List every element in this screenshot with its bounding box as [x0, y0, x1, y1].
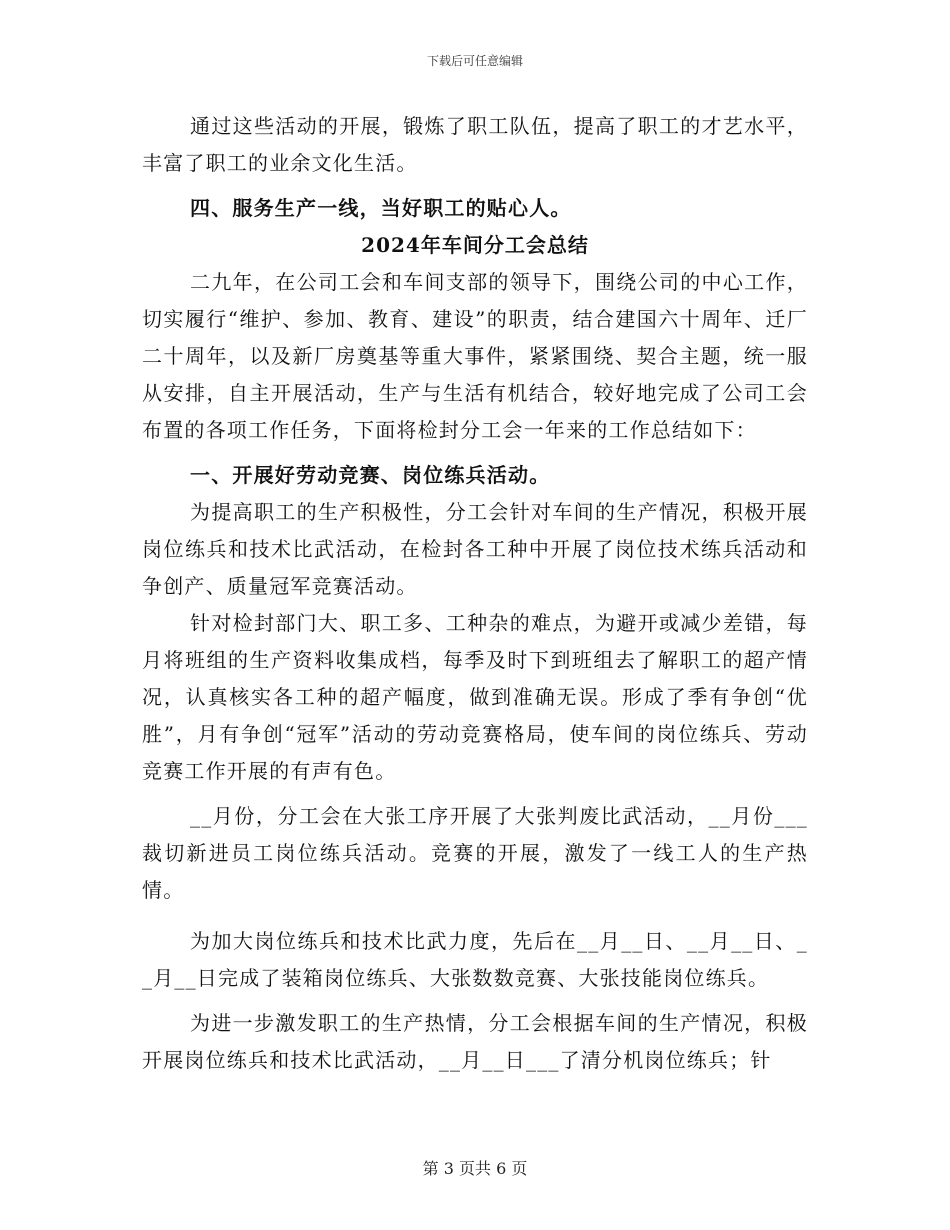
- paragraph-competition-overview: 为提高职工的生产积极性，分工会针对车间的生产情况，积极开展岗位练兵和技术比武活动，在检封各工种中开展了岗位技术练兵活动和争创产、质量冠军竞赛活动。: [142, 500, 808, 598]
- section-heading-competition: 一、开展好劳动竞赛、岗位练兵活动。: [190, 463, 551, 487]
- document-body: [142, 108, 808, 1079]
- paragraph-further-activities: 为进一步激发职工的生产热情，分工会根据车间的生产情况，积极开展岗位练兵和技术比武活动，__月__日___了清分机岗位练兵；针: [142, 1011, 808, 1072]
- paragraph-difficulty: 针对检封部门大、职工多、工种杂的难点，为避开或减少差错，每月将班组的生产资料收集成档，每季及时下到班组去了解职工的超产情况，认真核实各工种的超产幅度，做到准确无误。形成了季有争创“优胜”，月有争创“冠军”活动的劳动竞赛格局，使车间的岗位练兵、劳动竞赛工作开展的有声有色。: [142, 611, 808, 783]
- document-title: 2024年车间分工会总结: [361, 233, 589, 257]
- section-heading-service: 四、服务生产一线，当好职工的贴心人。: [190, 196, 572, 220]
- page-footer: 第 3 页共 6 页: [422, 1159, 528, 1178]
- paragraph-intro: 二九年，在公司工会和车间支部的领导下，围绕公司的中心工作，切实履行“维护、参加、教育、建设”的职责，结合建国六十周年、迁厂二十周年，以及新厂房奠基等重大事件，紧紧围绕、契合主题，统一服从安排，自主开展活动，生产与生活有机结合，较好地完成了公司工会布置的各项工作任务，下面将检封分工会一年来的工作总结如下：: [142, 270, 808, 442]
- paragraph-training-dates: 为加大岗位练兵和技术比武力度，先后在__月__日、__月__日、__月__日完成了装箱岗位练兵、大张数数竞赛、大张技能岗位练兵。: [142, 929, 808, 990]
- paragraph-activities-result: 通过这些活动的开展，锻炼了职工队伍，提高了职工的才艺水平，丰富了职工的业余文化生活。: [142, 114, 808, 175]
- paragraph-monthly-activities: __月份，分工会在大张工序开展了大张判废比武活动，__月份___裁切新进员工岗位练兵活动。竞赛的开展，激发了一线工人的生产热情。: [142, 804, 808, 902]
- page-header: 下载后可任意编辑: [426, 54, 523, 68]
